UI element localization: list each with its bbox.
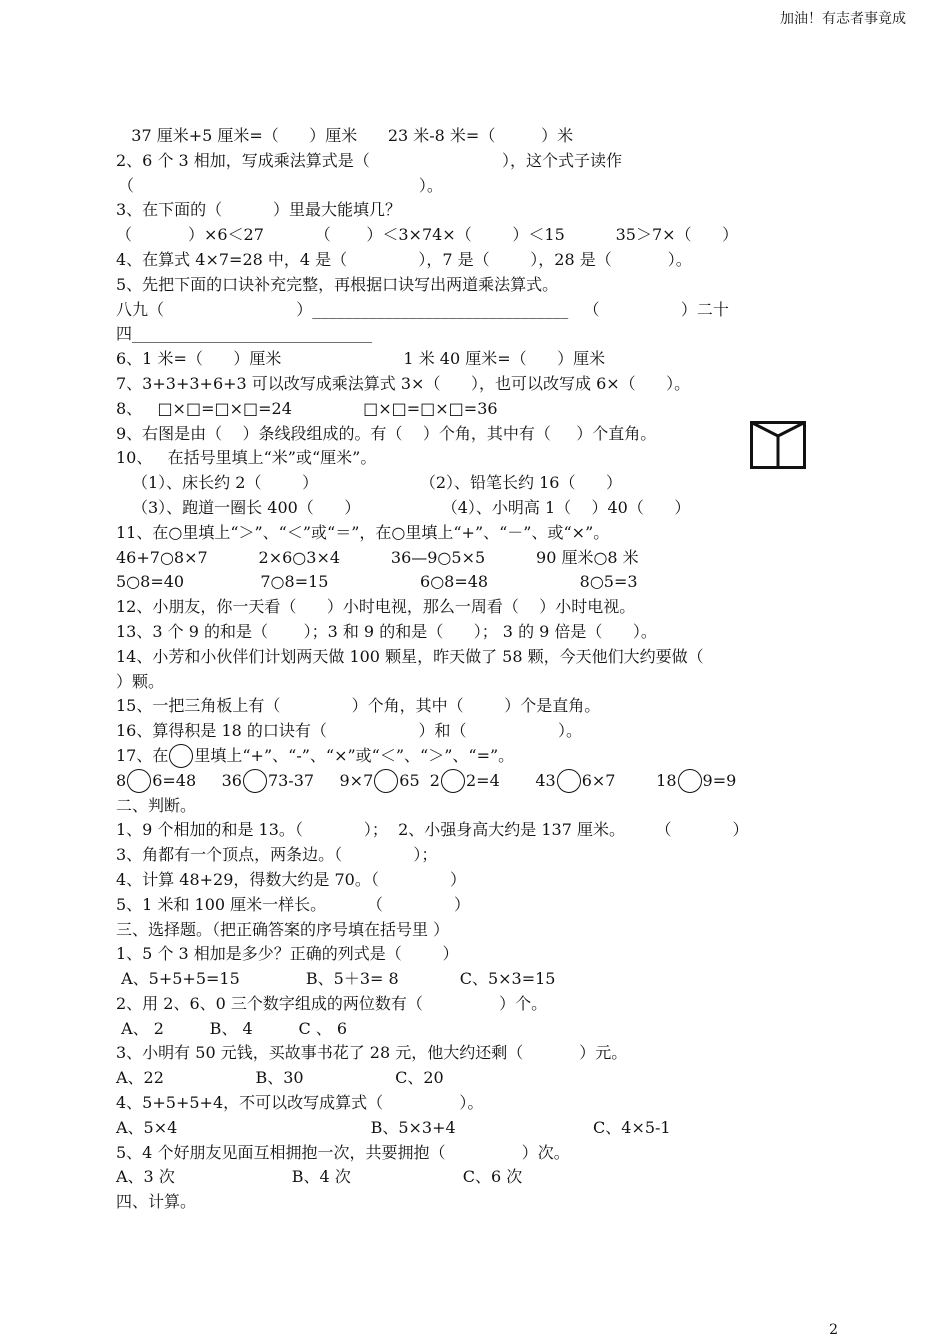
q17-item-right: 6×7 xyxy=(581,770,616,790)
q17-item-right: 2=4 xyxy=(465,770,500,790)
question-17-items xyxy=(116,769,836,794)
question-line: 8、 □×□=□×□=24 □×□=□×□=36 xyxy=(116,398,498,418)
circle-blank-icon xyxy=(169,744,193,768)
question-line: 1、5 个 3 相加是多少？正确的列式是（ ） xyxy=(116,944,459,964)
question-line: 3、在下面的（ ）里最大能填几？ xyxy=(116,200,402,220)
q17-item-right: 65 xyxy=(399,770,420,790)
question-line: 1、9 个相加的和是 13。（ ）； 2、小强身高大约是 137 厘米。 （ ） xyxy=(116,820,749,840)
question-line: 46+7○8×7 2×6○3×4 36—9○5×5 90 厘米○8 米 xyxy=(116,547,639,567)
worksheet-body xyxy=(116,124,836,1215)
q17-label: 17、在 xyxy=(116,745,169,765)
section-heading: 三、选择题。（把正确答案的序号填在括号里 ） xyxy=(116,919,450,939)
q17-rest: 里填上“+”、“-”、“×”或“＜”、“＞”、“=”。 xyxy=(194,745,515,765)
q17-item-left: 8 xyxy=(116,770,127,790)
question-line: 7、3+3+3+6+3 可以改写成乘法算式 3×（ ），也可以改写成 6×（ ）。 xyxy=(116,373,691,393)
question-line: 2、用 2、6、0 三个数字组成的两位数有（ ）个。 xyxy=(116,993,548,1013)
option-line: A、5+5+5=15 B、5＋3= 8 C、5×3=15 xyxy=(116,969,556,989)
question-line: 12、小朋友，你一天看（ ）小时电视，那么一周看（ ）小时电视。 xyxy=(116,597,636,617)
circle-blank-icon xyxy=(127,769,151,793)
q17-item-right: 73-37 xyxy=(267,770,315,790)
option-line: A、5×4 B、5×3+4 C、4×5-1 xyxy=(116,1117,671,1137)
question-line: 3、角都有一个顶点，两条边。（ ）； xyxy=(116,845,438,865)
question-line: 四______________________________ xyxy=(116,324,373,344)
question-17-title xyxy=(116,744,836,769)
option-line: A、22 B、30 C、20 xyxy=(116,1068,444,1088)
q17-item-right: 6=48 xyxy=(152,770,197,790)
line-segment-figure xyxy=(750,421,806,469)
question-line: 5○8=40 7○8=15 6○8=48 8○5=3 xyxy=(116,572,638,592)
question-line: 5、4 个好朋友见面互相拥抱一次，共要拥抱（ ）次。 xyxy=(116,1142,570,1162)
question-line: 13、3 个 9 的和是（ ）；3 和 9 的和是（ ）； 3 的 9 倍是（ ）。 xyxy=(116,621,657,641)
question-line: 4、5+5+5+4，不可以改写成算式（ ）。 xyxy=(116,1093,484,1113)
question-line: 5、先把下面的口诀补充完整，再根据口诀写出两道乘法算式。 xyxy=(116,274,559,294)
circle-blank-icon xyxy=(678,769,702,793)
circle-blank-icon xyxy=(557,769,581,793)
question-line: 16、算得积是 18 的口诀有（ ）和（ ）。 xyxy=(116,721,582,741)
question-line: （ ）×6＜27 （ ）＜3×74×（ ）＜15 35＞7×（ ） xyxy=(116,225,739,245)
page-number: 2 xyxy=(829,1322,838,1338)
question-line: 八九（ ）________________________________ （ ）二十 xyxy=(116,299,729,319)
q17-item-left: 43 xyxy=(499,770,556,790)
question-line: 5、1 米和 100 厘米一样长。 （ ） xyxy=(116,894,471,914)
circle-blank-icon xyxy=(243,769,267,793)
question-line: （1）、床长约 2（ ） （2）、铅笔长约 16（ ） xyxy=(132,473,622,493)
question-line: （3）、跑道一圈长 400（ ） （4）、小明高 1（ ）40（ ） xyxy=(132,497,691,517)
question-line: 6、1 米=（ ）厘米 1 米 40 厘米=（ ）厘米 xyxy=(116,349,606,369)
q17-item-left: 18 xyxy=(615,770,677,790)
question-line: 11、在○里填上“＞”、“＜”或“＝”，在○里填上“+”、“－”、或“×”。 xyxy=(116,522,610,542)
option-line: A、3 次 B、4 次 C、6 次 xyxy=(116,1167,523,1187)
question-line: 4、计算 48+29，得数大约是 70。（ ） xyxy=(116,869,467,889)
question-line: 4、在算式 4×7=28 中，4 是（ ），7 是（ ），28 是（ ）。 xyxy=(116,249,692,269)
option-line: A、 2 B、 4 C 、 6 xyxy=(116,1018,348,1038)
q17-item-left: 2 xyxy=(419,770,440,790)
question-line: 15、一把三角板上有（ ）个角，其中（ ）个是直角。 xyxy=(116,696,601,716)
section-heading: 二、判断。 xyxy=(116,795,197,815)
question-line: 14、小芳和小伙伴们计划两天做 100 颗星，昨天做了 58 颗，今天他们大约要做（ xyxy=(116,646,704,666)
question-line: （ ）。 xyxy=(118,175,443,195)
question-line: 9、右图是由（ ）条线段组成的。有（ ）个角，其中有（ ）个直角。 xyxy=(116,423,657,443)
circle-blank-icon xyxy=(374,769,398,793)
question-line: 3、小明有 50 元钱，买故事书花了 28 元，他大约还剩（ ）元。 xyxy=(116,1043,628,1063)
circle-blank-icon xyxy=(441,769,465,793)
question-line: 10、 在括号里填上“米”或“厘米”。 xyxy=(116,448,377,468)
section-heading: 四、计算。 xyxy=(116,1192,197,1212)
question-line: 2、6 个 3 相加，写成乘法算式是（ ），这个式子读作 xyxy=(116,150,623,170)
q17-item-right: 9=9 xyxy=(702,770,737,790)
page-header: 加油！有志者事竟成 xyxy=(780,11,906,27)
q17-item-left: 9×7 xyxy=(314,770,374,790)
question-line: ）颗。 xyxy=(116,671,165,691)
q17-item-left: 36 xyxy=(196,770,242,790)
question-line: 37 厘米+5 厘米=（ ）厘米 23 米-8 米=（ ）米 xyxy=(116,126,574,145)
